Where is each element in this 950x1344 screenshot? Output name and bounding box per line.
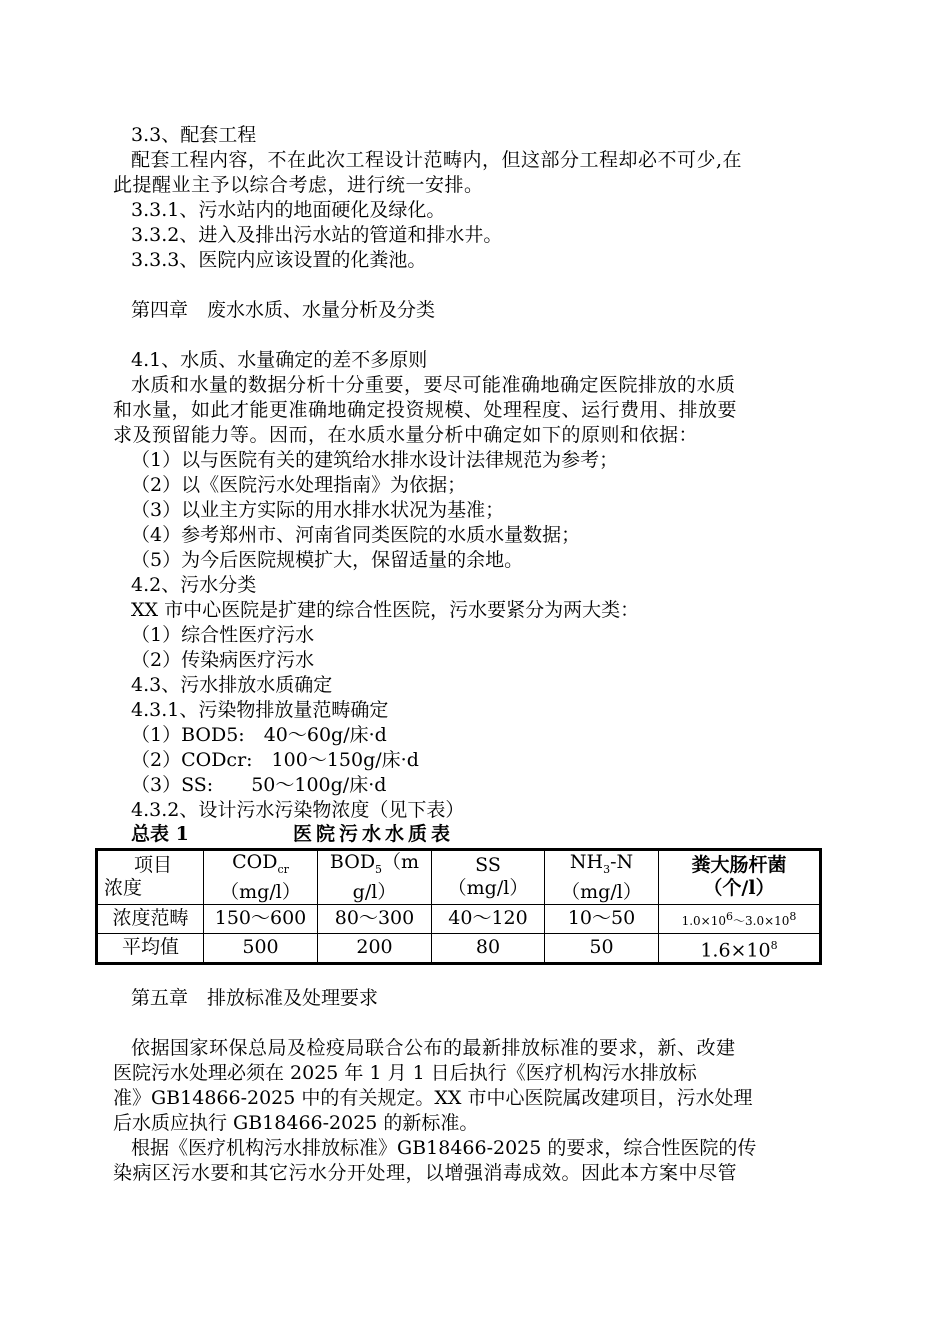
- cell-ss: 80: [432, 933, 545, 963]
- header-ss: [432, 850, 545, 905]
- header-nh3-subscript: 3: [603, 862, 611, 876]
- header-nh3: [545, 850, 659, 905]
- header-bod: [318, 850, 432, 905]
- table-row: [97, 904, 821, 933]
- header-item-label: 项目: [134, 854, 173, 877]
- header-unit: （mg/l）: [220, 880, 301, 903]
- header-cod-label: COD: [232, 851, 278, 873]
- row-label: 浓度范畴: [97, 904, 204, 933]
- header-cod: [204, 850, 318, 905]
- chapter-5-line: 依据国家环保总局及检疫局联合公布的最新排放标准的要求，新、改建: [131, 1037, 736, 1059]
- cell-coliform: [659, 904, 821, 933]
- cell-ss: 40～120: [432, 904, 545, 933]
- section-4-1-line: 和水量，如此才能更准确地确定投资规模、处理程度、运行费用、排放要: [113, 399, 738, 421]
- header-bod-unit-part: g/l）: [352, 880, 397, 903]
- coliform-range-start-exponent: 6: [726, 909, 733, 923]
- section-3-3-item: 3.3.2、进入及排出污水站的管道和排水井。: [131, 224, 503, 246]
- water-quality-table: [95, 848, 822, 965]
- section-4-1-item: （5）为今后医院规模扩大，保留适量的余地。: [131, 549, 524, 571]
- header-ss-label: SS: [475, 854, 501, 877]
- section-4-2-title: 4.2、污水分类: [131, 574, 257, 596]
- header-bod-subscript: 5: [375, 862, 383, 876]
- section-4-1-title: 4.1、水质、水量确定的差不多原则: [131, 349, 428, 371]
- header-fecal-coliform: [659, 850, 821, 905]
- section-4-3-1-item: （1）BOD5: 40～60g/床·d: [131, 724, 387, 746]
- chapter-5-line: 后水质应执行 GB18466-2025 的新标准。: [113, 1112, 479, 1134]
- section-4-1-item: （4）参考郑州市、河南省同类医院的水质水量数据；: [131, 524, 581, 546]
- chapter-4-title: 第四章 废水水质、水量分析及分类: [131, 299, 436, 321]
- chapter-5-line: 根据《医疗机构污水排放标准》GB18466-2025 的要求，综合性医院的传: [131, 1137, 757, 1159]
- table-row: [97, 933, 821, 963]
- section-4-2-line: XX 市中心医院是扩建的综合性医院，污水要紧分为两大类：: [131, 599, 640, 621]
- cell-nh3: 50: [545, 933, 659, 963]
- cell-nh3: 10～50: [545, 904, 659, 933]
- table-header-row: [97, 850, 821, 905]
- header-cod-subscript: cr: [277, 862, 289, 876]
- header-unit: （mg/l）: [447, 877, 529, 900]
- section-4-3-1-item: （3）SS: 50～100g/床·d: [131, 774, 387, 796]
- table-caption-number: 总表 1: [131, 823, 189, 845]
- header-unit: （mg/l）: [561, 880, 642, 903]
- coliform-range-end-exponent: 8: [789, 909, 797, 923]
- header-coliform-label: 粪大肠杆菌: [691, 854, 787, 877]
- chapter-5-line: 准》GB14866-2025 中的有关规定。XX 市中心医院属改建项目，污水处理: [113, 1087, 753, 1109]
- section-4-2-item: （2）传染病医疗污水: [131, 649, 315, 671]
- cell-cod: 150～600: [204, 904, 318, 933]
- section-4-3-1-title: 4.3.1、污染物排放量范畴确定: [131, 699, 389, 721]
- section-3-3-item: 3.3.3、医院内应该设置的化粪池。: [131, 249, 427, 271]
- header-bod-unit-part: （m: [382, 851, 420, 873]
- cell-coliform: [659, 933, 821, 963]
- row-label: 平均值: [97, 933, 204, 963]
- header-concentration-label: 浓度: [104, 877, 143, 900]
- header-item-concentration: [97, 850, 204, 905]
- chapter-5-line: 医院污水处理必须在 2025 年 1 月 1 日后执行《医疗机构污水排放标: [113, 1062, 697, 1084]
- header-bod-label: BOD: [329, 851, 376, 873]
- table-caption-title: 医院污水水质表: [293, 823, 455, 845]
- section-4-1-item: （3）以业主方实际的用水排水状况为基准；: [131, 499, 505, 521]
- chapter-5-line: 染病区污水要和其它污水分开处理，以增强消毒成效。因此本方案中尽管: [113, 1162, 738, 1184]
- header-nh3-label: NH: [569, 851, 604, 873]
- coliform-average: 1.6×10: [700, 939, 771, 962]
- section-3-3-para-line: 配套工程内容，不在此次工程设计范畴内，但这部分工程却必不可少,在: [131, 149, 743, 171]
- section-3-3-title: 3.3、配套工程: [131, 124, 257, 146]
- cell-cod: 500: [204, 933, 318, 963]
- coliform-range-start: 1.0×10: [681, 913, 726, 928]
- header-nh3-label-suffix: -N: [610, 851, 634, 873]
- section-4-3-1-item: （2）CODcr: 100～150g/床·d: [131, 749, 419, 771]
- section-4-3-2-title: 4.3.2、设计污水污染物浓度（见下表）: [131, 799, 465, 821]
- section-4-2-item: （1）综合性医疗污水: [131, 624, 315, 646]
- coliform-average-exponent: 8: [770, 938, 778, 952]
- section-3-3-para-line: 此提醒业主予以综合考虑，进行统一安排。: [113, 174, 484, 196]
- section-3-3-item: 3.3.1、污水站内的地面硬化及绿化。: [131, 199, 446, 221]
- table-caption: [131, 822, 455, 847]
- chapter-5-title: 第五章 排放标准及处理要求: [131, 987, 379, 1009]
- section-4-1-line: 求及预留能力等。因而，在水质水量分析中确定如下的原则和依据：: [113, 424, 699, 446]
- coliform-range-end: ～3.0×10: [733, 913, 790, 928]
- cell-bod: 80～300: [318, 904, 432, 933]
- cell-bod: 200: [318, 933, 432, 963]
- section-4-1-item: （1）以与医院有关的建筑给水排水设计法律规范为参考；: [131, 449, 619, 471]
- section-4-1-line: 水质和水量的数据分析十分重要，要尽可能准确地确定医院排放的水质: [131, 374, 736, 396]
- section-4-3-title: 4.3、污水排放水质确定: [131, 674, 333, 696]
- section-4-1-item: （2）以《医院污水处理指南》为依据；: [131, 474, 467, 496]
- header-coliform-unit: （个/l）: [703, 877, 775, 900]
